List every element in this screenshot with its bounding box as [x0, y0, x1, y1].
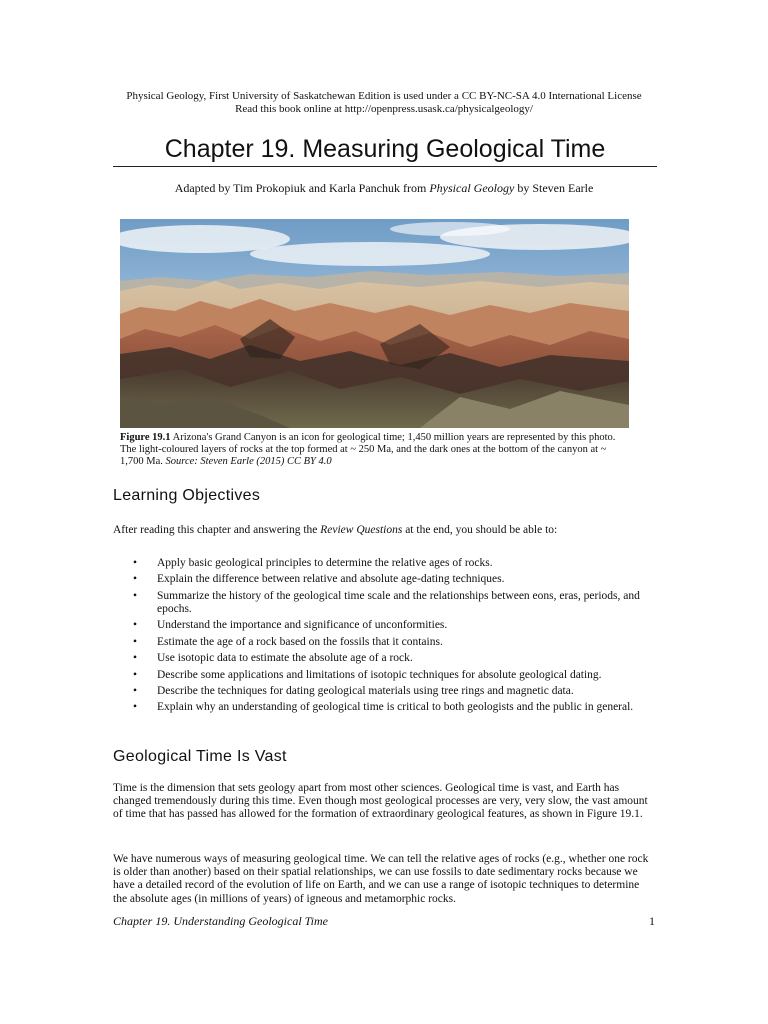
- figure-caption-text: Arizona's Grand Canyon is an icon for geological time; 1,450 million years are represented by this photo. The light-coloured layers of rocks at the top formed at ~ 250 Ma, and the dark ones at the bottom of the canyon at ~ 1,700 Ma.: [120, 432, 616, 467]
- bullet-icon: •: [133, 684, 138, 697]
- body-paragraph-1: Time is the dimension that sets geology apart from most other sciences. Geological time is vast, and Earth has changed tremendously during this time. Even though most geological processes are very, very slow, the vast amount of time that has passed has allowed for the formation of extraordinary geological features, as shown in Figure 19.1.: [113, 782, 648, 821]
- objective-text: Explain the difference between relative and absolute age-dating techniques.: [157, 573, 505, 586]
- objective-text: Apply basic geological principles to determine the relative ages of rocks.: [157, 557, 493, 569]
- bullet-icon: •: [133, 652, 138, 665]
- objectives-intro-suffix: at the end, you should be able to:: [402, 524, 558, 536]
- body-paragraph-2: We have numerous ways of measuring geological time. We can tell the relative ages of rocks (e.g., whether one rock is older than another) based on their spatial relationships, we can use fossils to date sedimentary rocks because we have a detailed record of the evolution of life on Earth, and we can use a range of isotopic techniques to determine the absolute ages (in millions of years) of igneous and metamorphic rocks.: [113, 853, 649, 905]
- title-rule: [113, 166, 657, 167]
- attribution-book-title: Physical Geology: [429, 181, 515, 195]
- objectives-intro-prefix: After reading this chapter and answering the: [113, 524, 321, 536]
- review-questions-ref: Review Questions: [320, 524, 403, 536]
- figure-source: Source: Steven Earle (2015) CC BY 4.0: [165, 456, 332, 467]
- license-notice: [0, 90, 768, 116]
- learning-objectives-list: [133, 557, 653, 718]
- page-title: Chapter 19. Measuring Geological Time: [164, 135, 606, 163]
- attribution-suffix: by Steven Earle: [514, 181, 594, 195]
- objective-item: [133, 701, 653, 714]
- book-url-line: Read this book online at http://openpress.usask.ca/physicalgeology/: [235, 103, 533, 115]
- attribution-prefix: Adapted by Tim Prokopiuk and Karla Panchuk from: [174, 181, 430, 195]
- bullet-icon: •: [133, 573, 138, 586]
- objective-item: [133, 652, 653, 665]
- objective-text: Use isotopic data to estimate the absolute age of a rock.: [157, 652, 413, 665]
- objective-item: [133, 636, 653, 649]
- objective-text: Explain why an understanding of geological time is critical to both geologists and the public in general.: [157, 701, 634, 714]
- bullet-icon: •: [133, 557, 138, 569]
- objective-item: [133, 590, 653, 616]
- objective-text: Estimate the age of a rock based on the fossils that it contains.: [157, 635, 443, 648]
- objective-item: [133, 685, 653, 698]
- section-heading: Geological Time Is Vast: [113, 748, 287, 765]
- learning-objectives-heading: Learning Objectives: [113, 487, 261, 504]
- grand-canyon-photo: [120, 219, 629, 428]
- objective-item: [133, 619, 653, 632]
- license-line: Physical Geology, First University of Saskatchewan Edition is used under a CC BY-NC-SA 4.0 International License: [126, 90, 642, 102]
- bullet-icon: •: [133, 635, 138, 648]
- bullet-icon: •: [133, 589, 138, 602]
- running-footer-title: Chapter 19. Understanding Geological Time: [113, 914, 328, 928]
- bullet-icon: •: [133, 619, 138, 632]
- figure-caption: [120, 432, 629, 468]
- objective-item: [133, 573, 653, 586]
- objective-item: [133, 669, 653, 682]
- attribution-line: [0, 181, 768, 196]
- objective-text: Describe some applications and limitations of isotopic techniques for absolute geological dating.: [157, 668, 602, 681]
- objective-text: Describe the techniques for dating geological materials using tree rings and magnetic data.: [157, 684, 574, 697]
- objective-text: Understand the importance and significance of unconformities.: [157, 619, 448, 632]
- bullet-icon: •: [133, 668, 138, 681]
- page-number: 1: [649, 914, 655, 928]
- objectives-intro: [113, 524, 655, 537]
- bullet-icon: •: [133, 701, 138, 714]
- objective-text: Summarize the history of the geological time scale and the relationships between eons, eras, periods, and epochs.: [157, 589, 640, 615]
- figure-label: Figure 19.1: [120, 432, 171, 443]
- objective-item: [133, 557, 653, 570]
